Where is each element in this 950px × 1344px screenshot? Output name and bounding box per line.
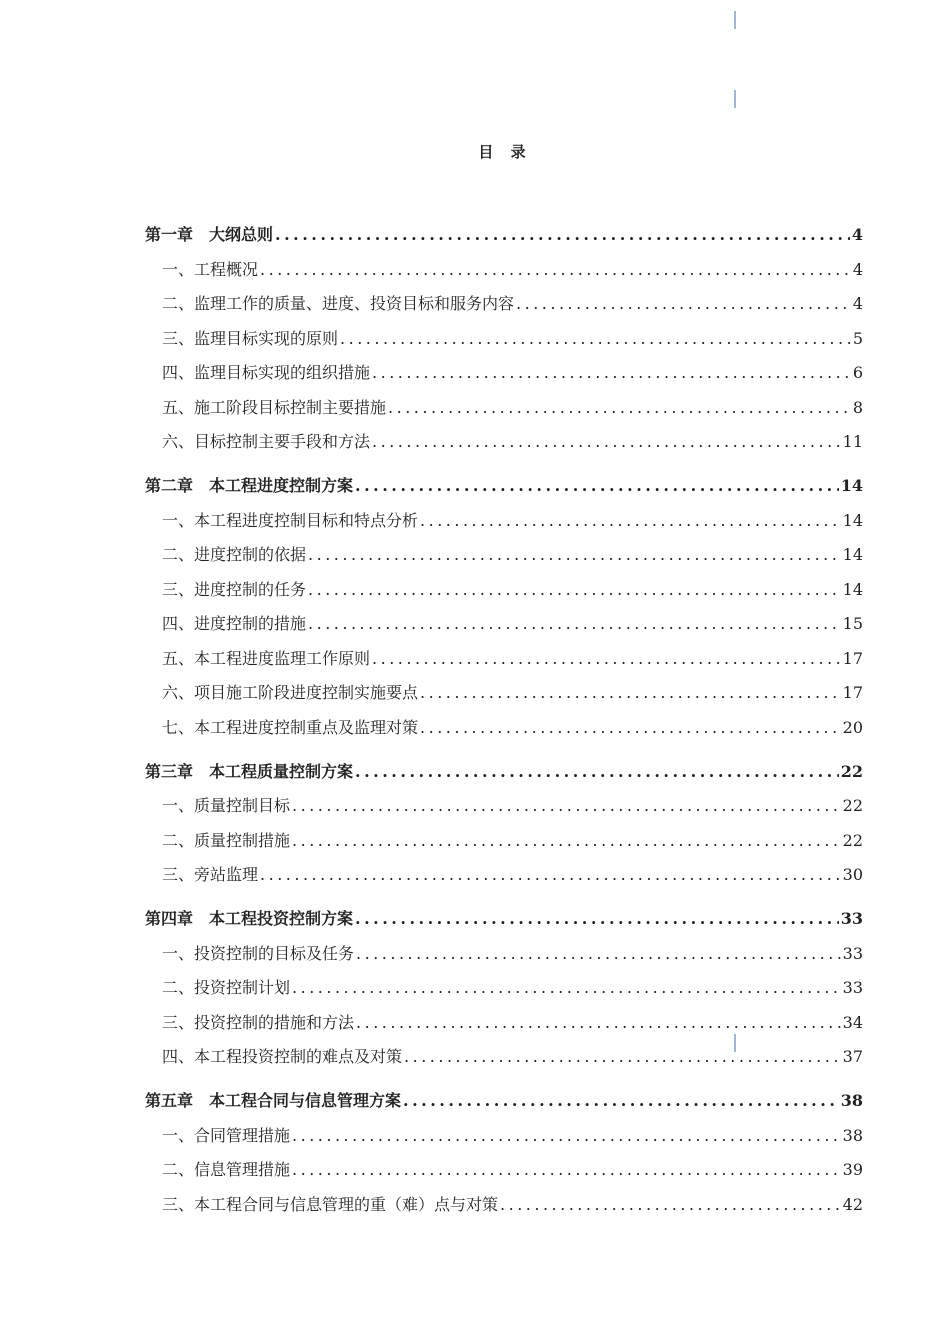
toc-entry-text: 第四章 本工程投资控制方案 [145,909,354,928]
toc-dot-leader [292,1126,841,1145]
toc-entry-text: 第五章 本工程合同与信息管理方案 [145,1091,402,1110]
toc-section-entry[interactable] [145,646,863,681]
toc-page-number: 39 [842,1160,863,1179]
text-cursor-mark [734,11,736,29]
toc-section-entry[interactable] [145,862,863,897]
toc-entry-text: 三、投资控制的措施和方法 [162,1012,355,1032]
toc-section-entry[interactable] [145,429,863,464]
toc-entry-text: 一、投资控制的目标及任务 [162,943,355,963]
toc-page-number: 4 [851,225,863,244]
toc-entry-text: 四、本工程投资控制的难点及对策 [162,1047,403,1066]
toc-dot-leader [292,831,841,850]
toc-dot-leader [403,1091,839,1110]
toc-entry-text: 三、旁站监理 [162,865,259,884]
toc-section-entry[interactable] [145,326,863,361]
toc-dot-leader [404,1047,841,1066]
toc-entry-text: 第三章 本工程质量控制方案 [145,761,354,781]
toc-page-number: 33 [840,909,863,928]
toc-entry-text: 三、进度控制的任务 [162,579,307,599]
toc-section-entry[interactable] [145,941,863,976]
toc-entry-text: 二、监理工作的质量、进度、投资目标和服务内容 [162,294,515,313]
toc-dot-leader [500,1195,841,1214]
toc-page-number: 14 [842,579,863,599]
toc-chapter-entry[interactable] [145,473,863,508]
toc-entry-text: 三、监理目标实现的原则 [162,328,339,348]
toc-entry-text: 五、施工阶段目标控制主要措施 [162,397,387,417]
toc-page-number: 4 [852,294,863,313]
toc-entry-text: 一、合同管理措施 [162,1125,291,1145]
toc-dot-leader [355,762,839,781]
toc-page-number: 22 [842,796,863,815]
toc-page-number: 20 [842,717,863,737]
toc-dot-leader [308,580,841,599]
toc-dot-leader [372,363,851,382]
toc-dot-leader [340,329,851,348]
toc-chapter-entry[interactable] [145,759,863,794]
toc-entry-text: 五、本工程进度监理工作原则 [162,648,371,668]
toc-entry-text: 第一章 大纲总则 [145,225,274,244]
toc-page-number: 34 [842,1012,863,1032]
toc-page-number: 33 [842,943,863,963]
toc-page-number: 15 [842,614,863,633]
toc-page-number: 37 [842,1047,863,1066]
toc-page-number: 42 [842,1194,863,1214]
toc-entry-text: 四、进度控制的措施 [162,614,307,633]
toc-dot-leader [260,260,851,279]
toc-entry-text: 四、监理目标实现的组织措施 [162,363,371,382]
toc-section-entry[interactable] [145,975,863,1010]
toc-dot-leader [356,1013,841,1032]
toc-section-entry[interactable] [145,1192,863,1227]
toc-dot-leader [388,398,851,417]
toc-dot-leader [420,683,841,702]
toc-section-entry[interactable] [145,395,863,430]
table-of-contents [145,222,863,1226]
toc-page-number: 5 [852,328,863,348]
toc-section-entry[interactable] [145,577,863,612]
text-cursor-mark [734,90,736,108]
toc-entry-text: 三、本工程合同与信息管理的重（难）点与对策 [162,1194,499,1214]
toc-entry-text: 六、项目施工阶段进度控制实施要点 [162,683,419,702]
toc-section-entry[interactable] [145,291,863,326]
toc-page-number: 14 [842,545,863,564]
toc-section-entry[interactable] [145,360,863,395]
toc-dot-leader [275,225,850,244]
toc-entry-text: 一、本工程进度控制目标和特点分析 [162,510,419,530]
toc-entry-text: 二、质量控制措施 [162,830,291,850]
page-title: 目 录 [478,143,532,161]
toc-page-number: 14 [840,476,863,495]
toc-section-entry[interactable] [145,1157,863,1192]
toc-dot-leader [308,545,841,564]
toc-section-entry[interactable] [145,508,863,543]
toc-entry-text: 一、工程概况 [162,259,259,279]
toc-section-entry[interactable] [145,611,863,646]
toc-dot-leader [308,614,841,633]
toc-dot-leader [292,1160,841,1179]
toc-page-number: 22 [842,830,863,850]
toc-dot-leader [372,649,841,668]
toc-entry-text: 第二章 本工程进度控制方案 [145,476,354,495]
toc-entry-text: 二、信息管理措施 [162,1160,291,1179]
toc-chapter-entry[interactable] [145,1088,863,1123]
toc-section-entry[interactable] [145,1123,863,1158]
toc-section-entry[interactable] [145,828,863,863]
toc-dot-leader [356,944,841,963]
toc-section-entry[interactable] [145,680,863,715]
toc-section-entry[interactable] [145,715,863,750]
toc-dot-leader [372,432,841,451]
toc-section-entry[interactable] [145,542,863,577]
toc-section-entry[interactable] [145,257,863,292]
toc-dot-leader [420,511,841,530]
toc-chapter-entry[interactable] [145,906,863,941]
toc-page-number: 22 [840,761,863,781]
toc-page-number: 33 [842,978,863,997]
toc-page-number: 8 [852,397,863,417]
toc-page-number: 14 [842,510,863,530]
toc-dot-leader [516,294,851,313]
toc-dot-leader [260,865,841,884]
toc-dot-leader [355,909,839,928]
toc-dot-leader [292,796,841,815]
toc-chapter-entry[interactable] [145,222,863,257]
toc-section-entry[interactable] [145,1044,863,1079]
toc-page-number: 6 [852,363,863,382]
toc-entry-text: 二、投资控制计划 [162,978,291,997]
toc-page-number: 17 [842,683,863,702]
toc-page-number: 38 [842,1125,863,1145]
toc-page-number: 17 [842,648,863,668]
toc-page-number: 30 [842,865,863,884]
toc-entry-text: 六、目标控制主要手段和方法 [162,432,371,451]
toc-page-number: 4 [852,259,863,279]
toc-dot-leader [292,978,841,997]
toc-entry-text: 七、本工程进度控制重点及监理对策 [162,717,419,737]
toc-section-entry[interactable] [145,1010,863,1045]
toc-page-number: 11 [842,432,863,451]
toc-entry-text: 一、质量控制目标 [162,796,291,815]
toc-entry-text: 二、进度控制的依据 [162,545,307,564]
toc-dot-leader [355,476,839,495]
toc-section-entry[interactable] [145,793,863,828]
toc-page-number: 38 [840,1091,863,1110]
toc-dot-leader [420,718,841,737]
